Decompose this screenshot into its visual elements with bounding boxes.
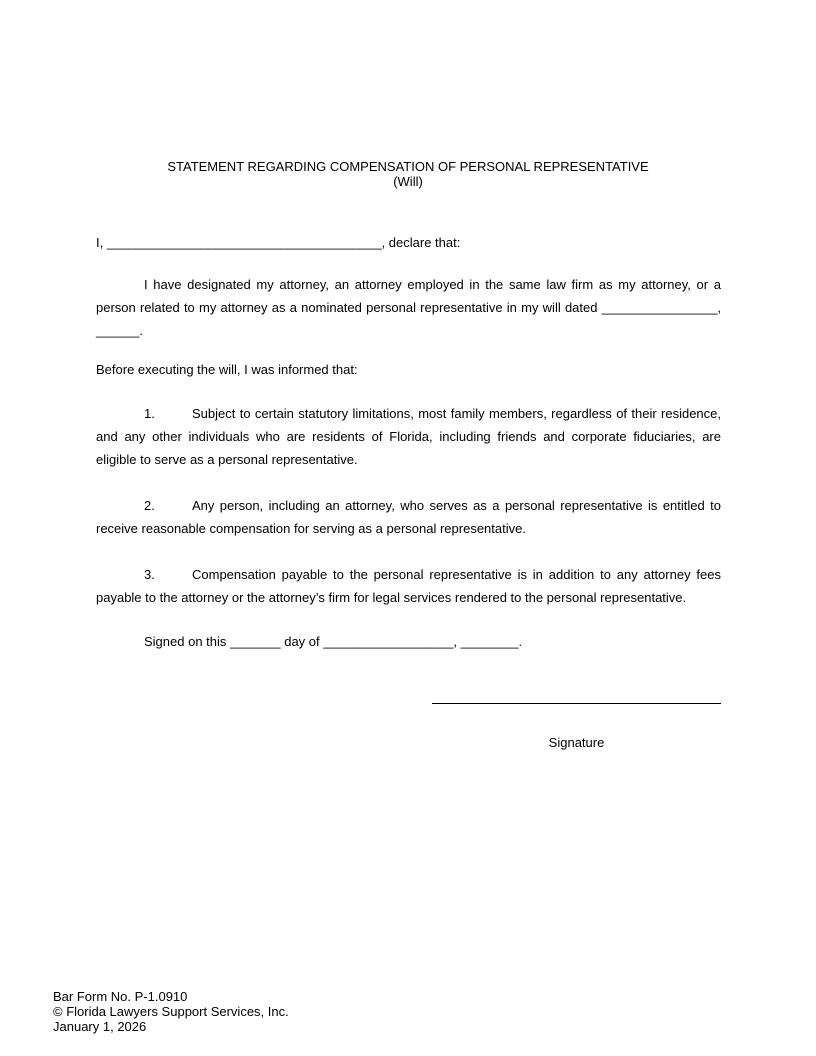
list-item-1 [96,402,721,471]
item-text: Compensation payable to the personal representative is in addition to any attorney fees payable to the attorney or the attorney’s firm for legal services rendered to the personal representative. [96,567,721,605]
signature-line [432,703,721,704]
form-footer [53,989,289,1034]
item-number: 1. [144,406,155,421]
form-number: Bar Form No. P-1.0910 [53,989,188,1004]
item-text: Any person, including an attorney, who serves as a personal representative is entitled to receive reasonable compensation for serving as a personal representative. [96,498,721,536]
copyright-notice: © Florida Lawyers Support Services, Inc. [53,1004,289,1019]
item-number: 2. [144,498,155,513]
list-item-3 [96,563,721,609]
item-text: Subject to certain statutory limitations, most family members, regardless of their residence, and any other individuals who are residents of Florida, including friends and corporate fiduciaries, are eligible to serve as a personal representative. [96,406,721,467]
signature-label: Signature [548,735,605,750]
document-subtitle: (Will) [393,174,423,189]
designation-text: I have designated my attorney, an attorney employed in the same law firm as my attorney, or a person related to my attorney as a nominated personal representative in my will dated ________________, ______. [96,277,721,338]
item-number: 3. [144,567,155,582]
form-date: January 1, 2026 [53,1019,147,1034]
declaration-line: I, ______________________________________, declare that: [96,235,461,250]
signed-date-line: Signed on this _______ day of __________________, ________. [144,634,523,649]
designation-paragraph [96,273,721,342]
list-item-2 [96,494,721,540]
document-title: STATEMENT REGARDING COMPENSATION OF PERSONAL REPRESENTATIVE [167,159,649,174]
document-header [0,159,816,189]
informed-line: Before executing the will, I was informed that: [96,362,358,377]
